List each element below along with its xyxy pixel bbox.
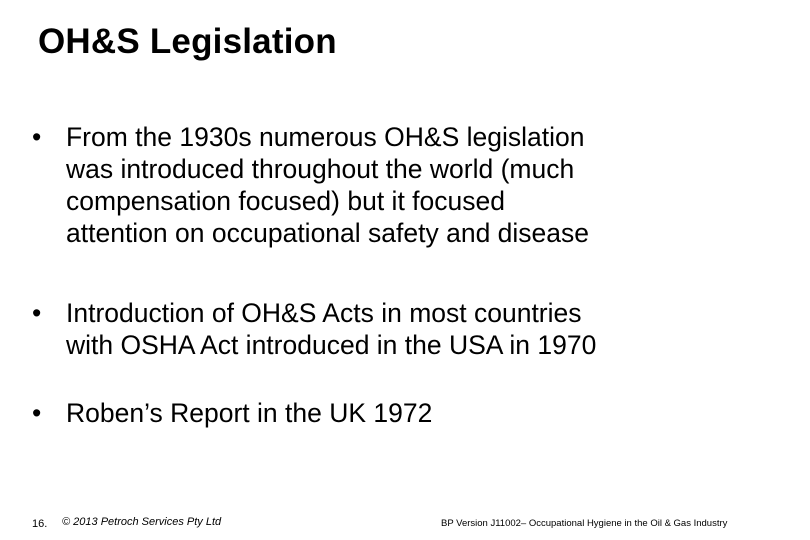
- version-note: BP Version J11002– Occupational Hygiene in the Oil & Gas Industry: [441, 518, 728, 529]
- copyright-notice: © 2013 Petroch Services Pty Ltd: [62, 516, 222, 528]
- bullet-item: [32, 121, 762, 249]
- bullet-text: Roben’s Report in the UK 1972: [66, 398, 433, 428]
- bullet-item: [32, 297, 762, 361]
- bullet-item: [32, 397, 762, 429]
- page-number: 16.: [32, 518, 48, 530]
- bullet-marker: •: [32, 398, 42, 428]
- bullet-text: Introduction of OH&S Acts in most countries with OSHA Act introduced in the USA in 1970: [66, 298, 597, 360]
- bullet-text: From the 1930s numerous OH&S legislation was introduced throughout the world (much compensation focused) but it focused attention on occupational safety and disease: [66, 122, 590, 248]
- bullet-marker: •: [32, 122, 42, 152]
- slide-title: OH&S Legislation: [38, 22, 337, 61]
- bullet-marker: •: [32, 298, 42, 328]
